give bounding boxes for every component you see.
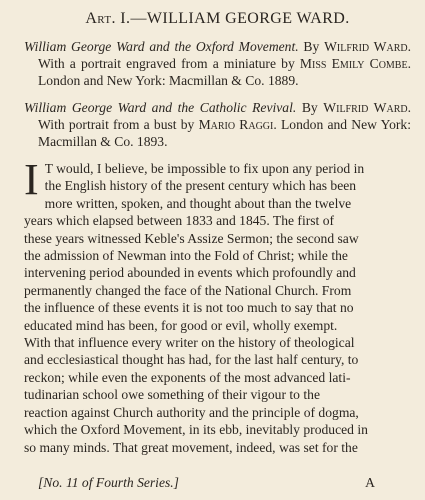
artist-name: Mario Raggi. [198, 117, 277, 132]
article-heading [24, 10, 411, 28]
body-line: the influence of these events it is not too much to say that no [24, 300, 354, 316]
portrait-note: With portrait from a bust by [38, 117, 195, 132]
signature-mark: A [365, 475, 375, 490]
body-line: permanently changed the face of the National Church. From [24, 282, 352, 298]
body-line: T would, I believe, be impossible to fix upon any period in [44, 161, 365, 176]
body-line: reckon; while even the exponents of the most advanced lati- [24, 369, 351, 385]
page-footer [38, 475, 375, 491]
body-line: reaction against Church authority and the principle of dogma, [24, 404, 359, 420]
book-title: William George Ward and the Catholic Revival. [24, 100, 297, 115]
drop-cap: I [24, 155, 39, 204]
body-line: more written, spoken, and thought about than the twelve [44, 195, 352, 211]
article-number: Art. I. [85, 10, 131, 27]
series-note: [No. 11 of Fourth Series.] [38, 475, 179, 490]
author-name: Wilfrid Ward. [323, 100, 411, 115]
body-line: the English history of the present century which has been [44, 178, 357, 194]
body-line: years which elapsed between 1833 and 1845. The first of [24, 213, 335, 229]
body-line: which the Oxford Movement, in its ebb, inevitably produced in [24, 422, 368, 438]
body-line: With that influence every writer on the history of theological [24, 335, 355, 351]
body-line: tudinarian school owe something of their vigour to the [24, 387, 320, 403]
article-title: —WILLIAM GEORGE WARD. [130, 10, 350, 27]
by-word: By [301, 100, 318, 115]
author-name: Wilfrid Ward. [324, 39, 411, 54]
artist-name: Miss Emily Combe. [299, 56, 411, 71]
body-line: intervening period abounded in events which profoundly and [24, 265, 356, 281]
publisher-info: London and New York: Macmillan & Co. 1889. [38, 73, 299, 88]
body-line: educated mind has been, for good or evil, wholly exempt. [24, 317, 338, 333]
bibliography-entry-1 [24, 38, 411, 89]
body-line: these years witnessed Keble's Assize Sermon; the second saw [24, 230, 359, 246]
by-word: By [303, 39, 320, 54]
bibliography-entry-2 [24, 99, 411, 150]
portrait-note: With a portrait engraved from a miniature by [38, 56, 295, 71]
body-line: so many minds. That great movement, indeed, was set for the [24, 439, 358, 455]
publisher-info: London and New York: Macmillan & Co. 1893. [38, 117, 411, 149]
book-title: William George Ward and the Oxford Movement. [24, 39, 299, 54]
body-line: and ecclesiastical thought has had, for the last half century, to [24, 352, 359, 368]
body-line: the admission of Newman into the Fold of Christ; while the [24, 248, 348, 264]
article-body [24, 155, 411, 456]
